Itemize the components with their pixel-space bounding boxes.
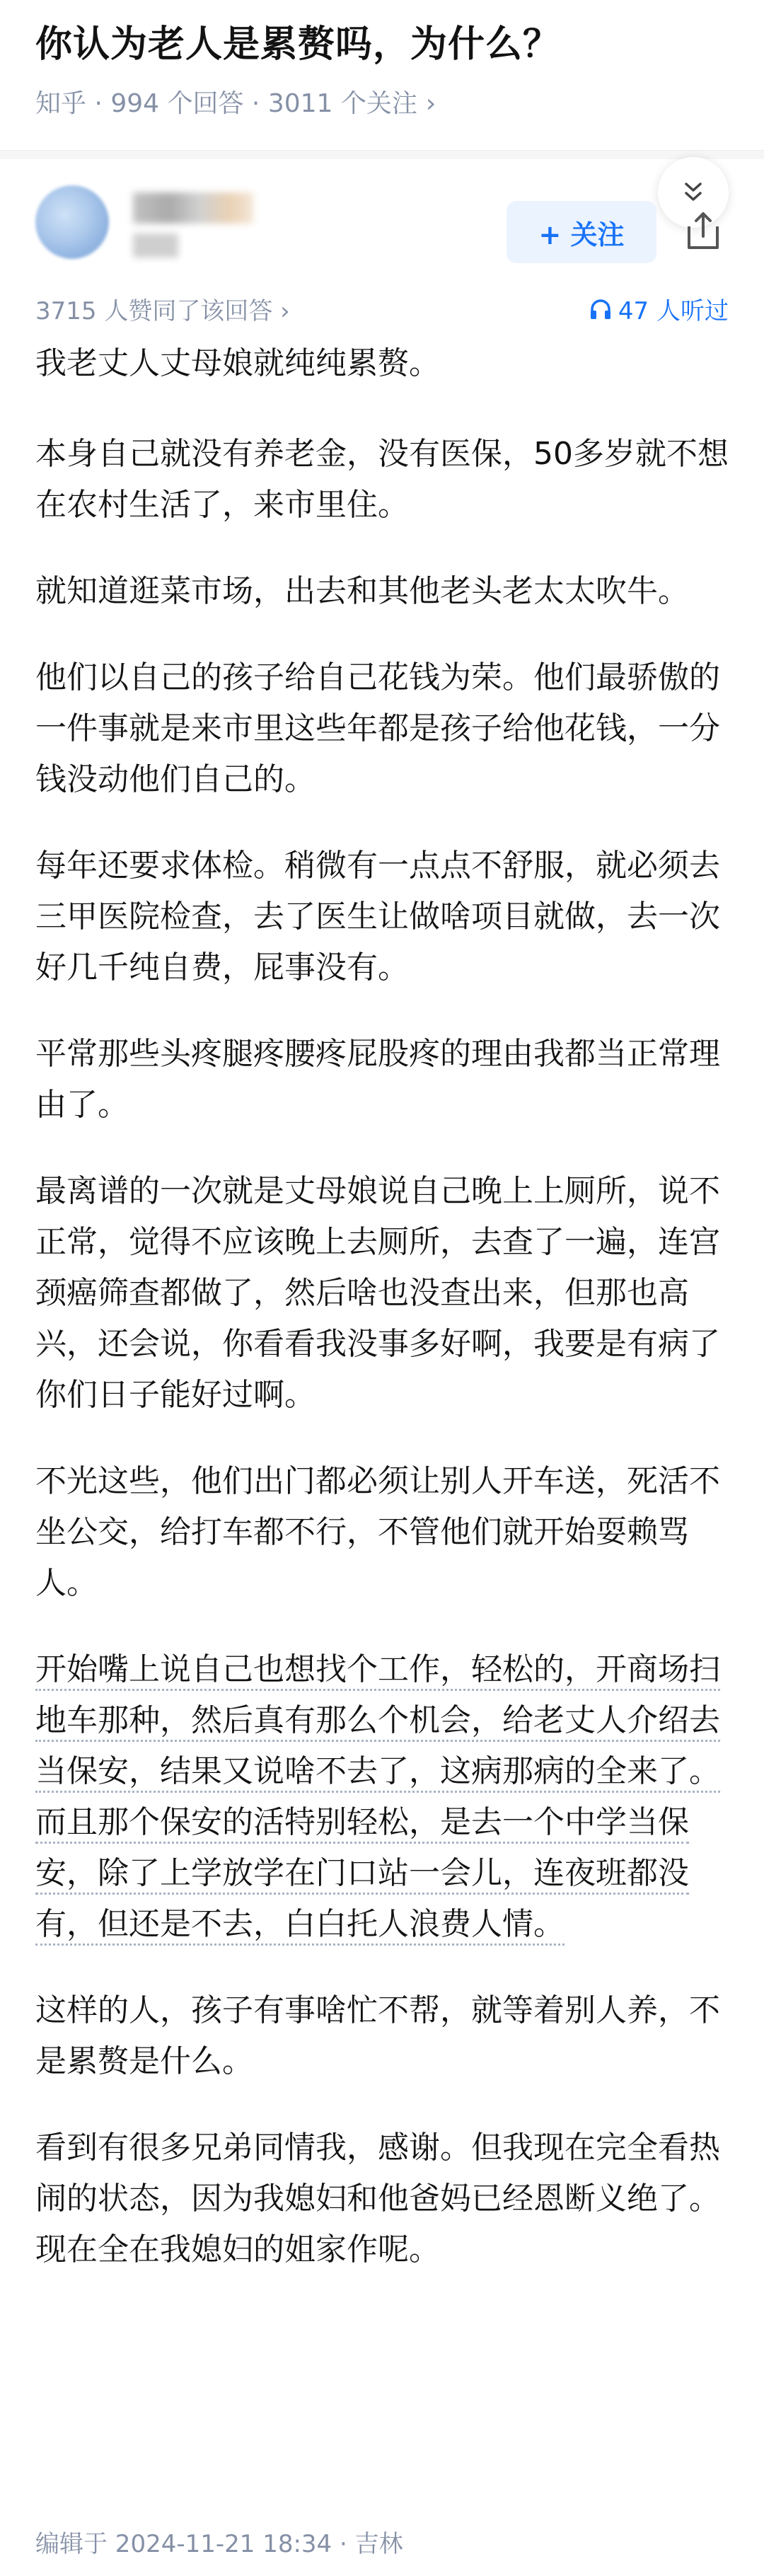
agree-count[interactable] — [35, 291, 290, 326]
highlighted-text: 开始嘴上说自己也想找个工作，轻松的，开商场扫地车那种，然后真有那么个机会，给老丈人介绍去当保安，结果又说啥不去了，这病那病的全来了。而且那个保安的活特别轻松，是去一个中学当保安，除了上学放学在门口站一会儿，连夜班都没有，但还是不去，白白托人浪费人情。 — [35, 1651, 720, 1946]
question-title[interactable]: 你认为老人是累赘吗，为什么？ — [35, 23, 561, 66]
answer-paragraph-highlighted[interactable] — [35, 1644, 729, 1950]
answer-paragraph: 每年还要求体检。稍微有一点点不舒服，就必须去三甲医院检查，去了医生让做啥项目就做，去一次好几千纯自费，屁事没有。 — [35, 848, 720, 986]
answer-paragraph: 平常那些头疼腿疼腰疼屁股疼的理由我都当正常理由了。 — [35, 1036, 720, 1123]
answer-paragraph: 他们以自己的孩子给自己花钱为荣。他们最骄傲的一件事就是来市里这些年都是孩子给他花钱，一分钱没动他们自己的。 — [35, 659, 720, 797]
answer-paragraph: 不光这些，他们出门都必须让别人开车送，死活不坐公交，给打车都不行，不管他们就开始耍赖骂人。 — [35, 1463, 720, 1601]
question-meta-text: 知乎 · 994 个回答 · 3011 个关注 — [35, 89, 417, 118]
answer-paragraph: 就知道逛菜市场，出去和其他老头老太太吹牛。 — [35, 573, 689, 609]
chevron-right-icon: › — [425, 89, 436, 118]
answer-paragraph: 我老丈人丈母娘就纯纯累赘。 — [35, 345, 440, 381]
author-name-blurred[interactable] — [133, 192, 253, 224]
question-header — [0, 0, 764, 156]
listen-count-text: 47 人听过 — [618, 297, 729, 325]
answer-paragraph: 这样的人，孩子有事啥忙不帮，就等着别人养，不是累赘是什么。 — [35, 1992, 720, 2079]
answer-paragraph: 本身自己就没有养老金，没有医保，50多岁就不想在农村生活了，来市里住。 — [35, 436, 729, 523]
agree-count-text: 3715 人赞同了该回答 — [35, 297, 273, 325]
chevron-double-up-icon — [679, 178, 707, 207]
listen-count[interactable] — [589, 291, 729, 326]
share-icon[interactable] — [683, 209, 723, 252]
headphone-icon — [589, 297, 613, 321]
edit-timestamp: 编辑于 2024-11-21 18:34 · 吉林 — [35, 2530, 403, 2558]
chevron-right-icon: › — [280, 297, 290, 325]
answer-paragraph: 最离谱的一次就是丈母娘说自己晚上上厕所，说不正常，觉得不应该晚上去厕所，去查了一遍，连宫颈癌筛查都做了，然后啥也没查出来，但那也高兴，还会说，你看看我没事多好啊，我要是有病了你们日子能好过啊。 — [35, 1173, 720, 1413]
answer-content — [35, 338, 729, 2311]
author-avatar[interactable] — [35, 185, 109, 259]
section-divider — [0, 150, 764, 159]
author-headline-blurred — [133, 233, 178, 258]
answer-paragraph: 看到有很多兄弟同情我，感谢。但我现在完全看热闹的状态，因为我媳妇和他爸妈已经恩断义绝了。现在全在我媳妇的姐家作呢。 — [35, 2130, 720, 2268]
question-meta[interactable] — [35, 83, 436, 120]
follow-button[interactable]: + 关注 — [507, 201, 656, 263]
